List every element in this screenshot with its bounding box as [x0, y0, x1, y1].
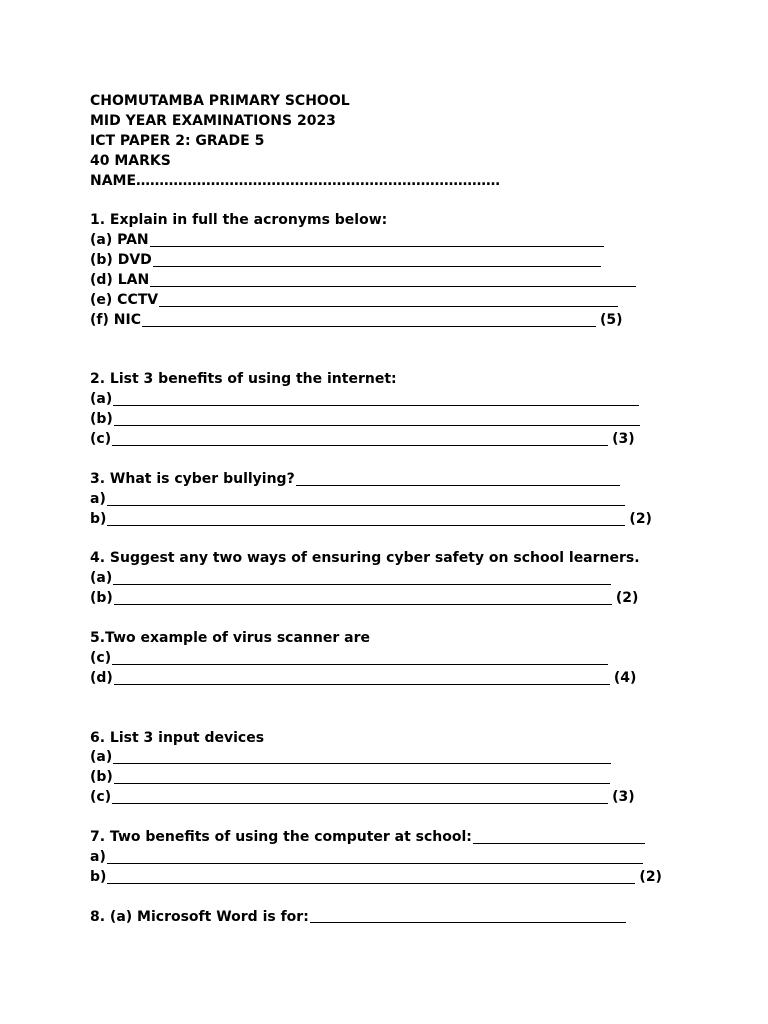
q1-item-a[interactable]: (a) PAN [90, 231, 730, 251]
q3-question[interactable]: 3. What is cyber bullying? [90, 470, 730, 490]
q5-item-d[interactable]: (d) (4) [90, 669, 730, 689]
q7-marks: (2) [639, 868, 662, 885]
q7-item-b[interactable]: b) (2) [90, 868, 730, 888]
q7-item-a[interactable]: a) [90, 848, 730, 868]
q8-question[interactable]: 8. (a) Microsoft Word is for: [90, 908, 730, 928]
q6-item-b[interactable]: (b) [90, 768, 730, 788]
q2-item-c[interactable]: (c) (3) [90, 430, 730, 450]
q1-question: 1. Explain in full the acronyms below: [90, 212, 388, 229]
q6-item-a[interactable]: (a) [90, 748, 730, 768]
q6-item-c[interactable]: (c) (3) [90, 788, 730, 808]
q4-marks: (2) [615, 590, 639, 607]
q3-marks: (2) [629, 510, 652, 527]
q2-question: 2. List 3 benefits of using the internet: [90, 371, 397, 388]
q7-question[interactable]: 7. Two benefits of using the computer at school: [90, 828, 730, 848]
q3-item-a[interactable]: a) [90, 490, 730, 510]
paper-title: ICT PAPER 2: GRADE 5 [90, 132, 265, 149]
total-marks: 40 MARKS [90, 152, 171, 169]
school-name: CHOMUTAMBA PRIMARY SCHOOL [90, 92, 350, 109]
q2-item-b[interactable]: (b) [90, 410, 730, 430]
q6-marks: (3) [612, 789, 635, 806]
q6-question: 6. List 3 input devices [90, 729, 265, 746]
q1-item-b[interactable]: (b) DVD [90, 251, 730, 271]
q4-item-a[interactable]: (a) [90, 569, 730, 589]
exam-title: MID YEAR EXAMINATIONS 2023 [90, 112, 336, 129]
q4-item-b[interactable]: (b) (2) [90, 589, 730, 609]
q3-item-b[interactable]: b) (2) [90, 510, 730, 530]
q1-item-f[interactable]: (f) NIC (5) [90, 311, 730, 331]
name-field[interactable]: NAME…………………………………………………………………… [90, 172, 501, 189]
q2-marks: (3) [612, 431, 635, 448]
q4-question: 4. Suggest any two ways of ensuring cyber safety on school learners. [90, 550, 640, 567]
q5-item-c[interactable]: (c) [90, 649, 730, 669]
q1-marks: (5) [599, 311, 623, 328]
q5-marks: (4) [613, 669, 637, 686]
q2-item-a[interactable]: (a) [90, 390, 730, 410]
q1-item-e[interactable]: (e) CCTV [90, 291, 730, 311]
q1-item-d[interactable]: (d) LAN [90, 271, 730, 291]
document-body [90, 92, 730, 927]
q5-question: 5.Two example of virus scanner are [90, 630, 370, 647]
